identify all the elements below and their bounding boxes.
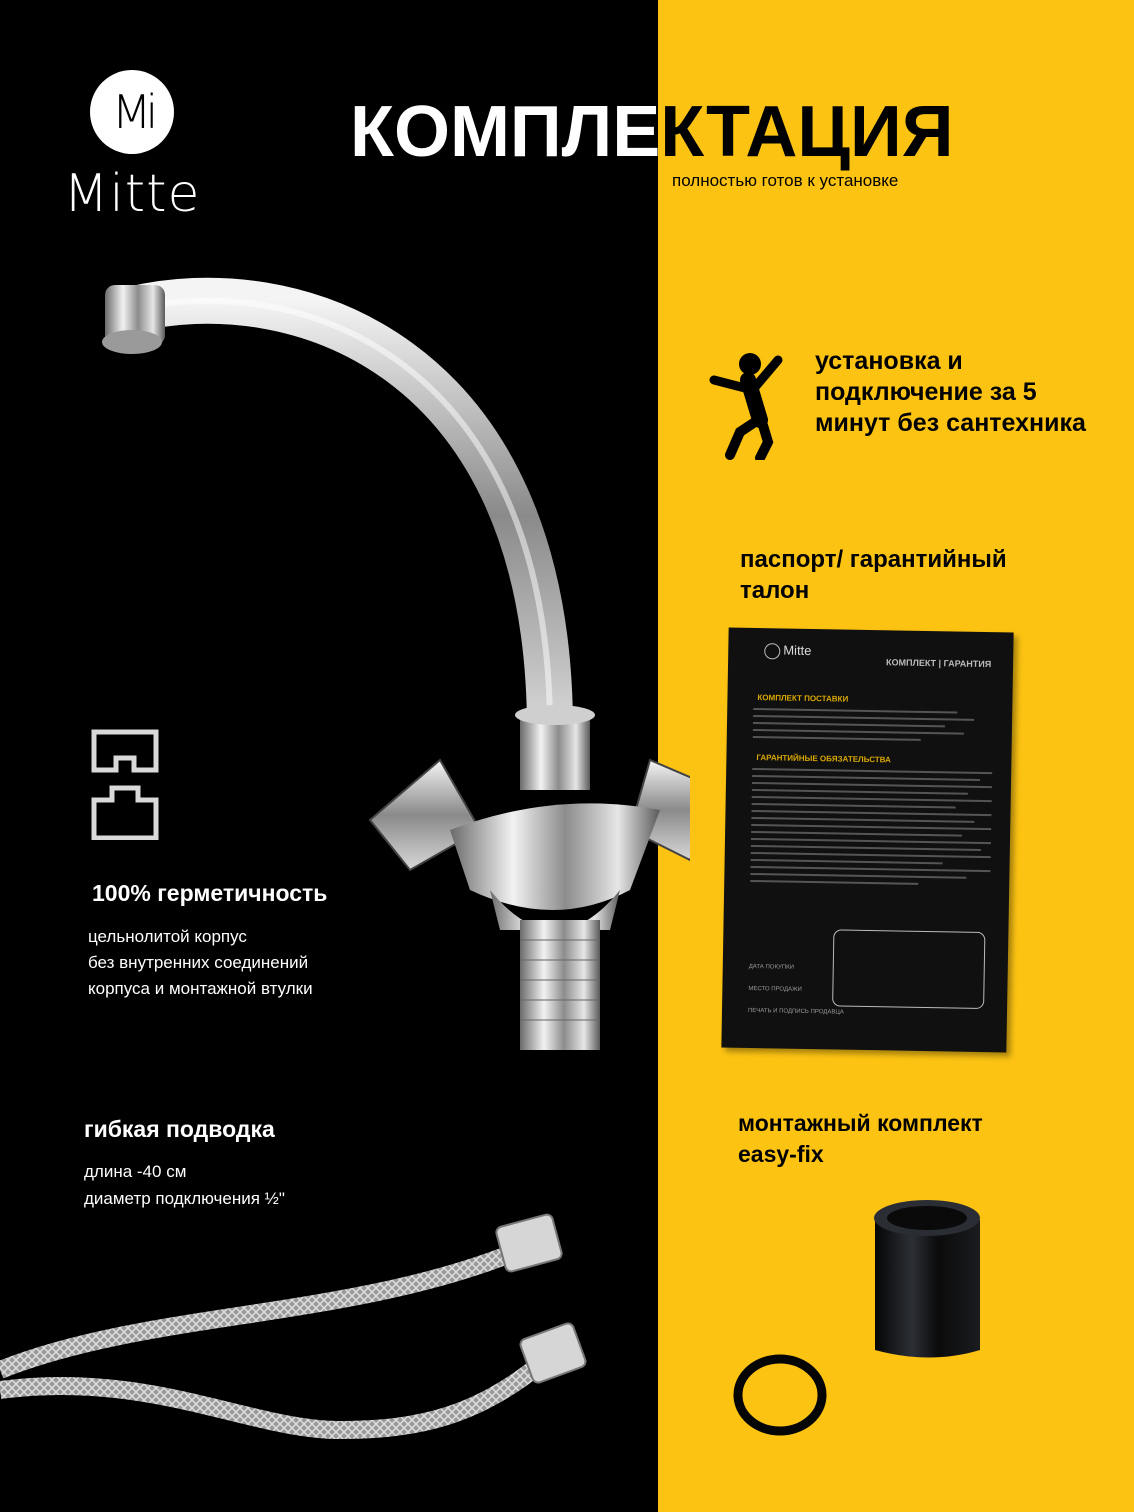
hose-line: длина -40 см [84, 1162, 187, 1181]
page-subtitle: полностью готов к установке [672, 171, 899, 190]
booklet-section-delivery: КОМПЛЕКТ ПОСТАВКИ [757, 693, 849, 704]
hermetic-line: цельнолитой корпус [88, 927, 247, 946]
logo-circle [90, 70, 174, 154]
booklet-header: КОМПЛЕКТ | ГАРАНТИЯ [886, 657, 992, 670]
brand-logo [63, 64, 222, 234]
install-line: минут без сантехника [815, 409, 1086, 437]
hose-feature-title: гибкая подводка [84, 1116, 275, 1142]
mount-line: easy-fix [738, 1141, 824, 1167]
hermetic-line: корпуса и монтажной втулки [88, 979, 313, 998]
booklet-footer-label: ДАТА ПОКУПКИ [748, 963, 795, 971]
hermetic-feature-description [88, 924, 313, 1002]
mount-line: монтажный комплект [738, 1110, 983, 1136]
brand-name: Mitte [63, 164, 201, 224]
booklet-text-lines [753, 708, 994, 747]
booklet-section-warranty: ГАРАНТИЙНЫЕ ОБЯЗАТЕЛЬСТВА [756, 753, 891, 765]
install-feature-text [815, 346, 1115, 439]
passport-line: талон [740, 577, 810, 604]
install-line: подключение за 5 [815, 378, 1037, 406]
mount-kit-feature-title [738, 1108, 983, 1170]
booklet-footer-label: МЕСТО ПРОДАЖИ [748, 985, 802, 993]
hermetic-line: без внутренних соединений [88, 953, 309, 972]
hermetic-feature-title: 100% герметичность [92, 880, 328, 906]
logo-mark: Mi [111, 85, 153, 139]
hose-line: диаметр подключения ½" [84, 1189, 285, 1208]
install-line: установка и [815, 347, 963, 375]
booklet-stamp-box [832, 929, 985, 1009]
booklet-text-lines [750, 768, 992, 891]
flexible-hose-image [0, 1200, 600, 1440]
mounting-kit-image [730, 1190, 1000, 1450]
page-title [350, 92, 954, 172]
jumping-person-icon [700, 350, 800, 460]
passport-line: паспорт/ гарантийный [740, 546, 1007, 573]
passport-feature-title [740, 544, 1060, 606]
booklet-logo-icon [764, 643, 780, 659]
booklet-footer-label: ПЕЧАТЬ И ПОДПИСЬ ПРОДАВЦА [747, 1007, 844, 1016]
title-part-white: КОМПЛЕ [350, 92, 661, 172]
solid-body-icon [90, 728, 160, 840]
booklet-brand: Mitte [783, 642, 812, 658]
warranty-booklet-image [721, 628, 1013, 1053]
booklet-logo [764, 642, 811, 659]
title-part-black: КТАЦИЯ [660, 92, 954, 172]
